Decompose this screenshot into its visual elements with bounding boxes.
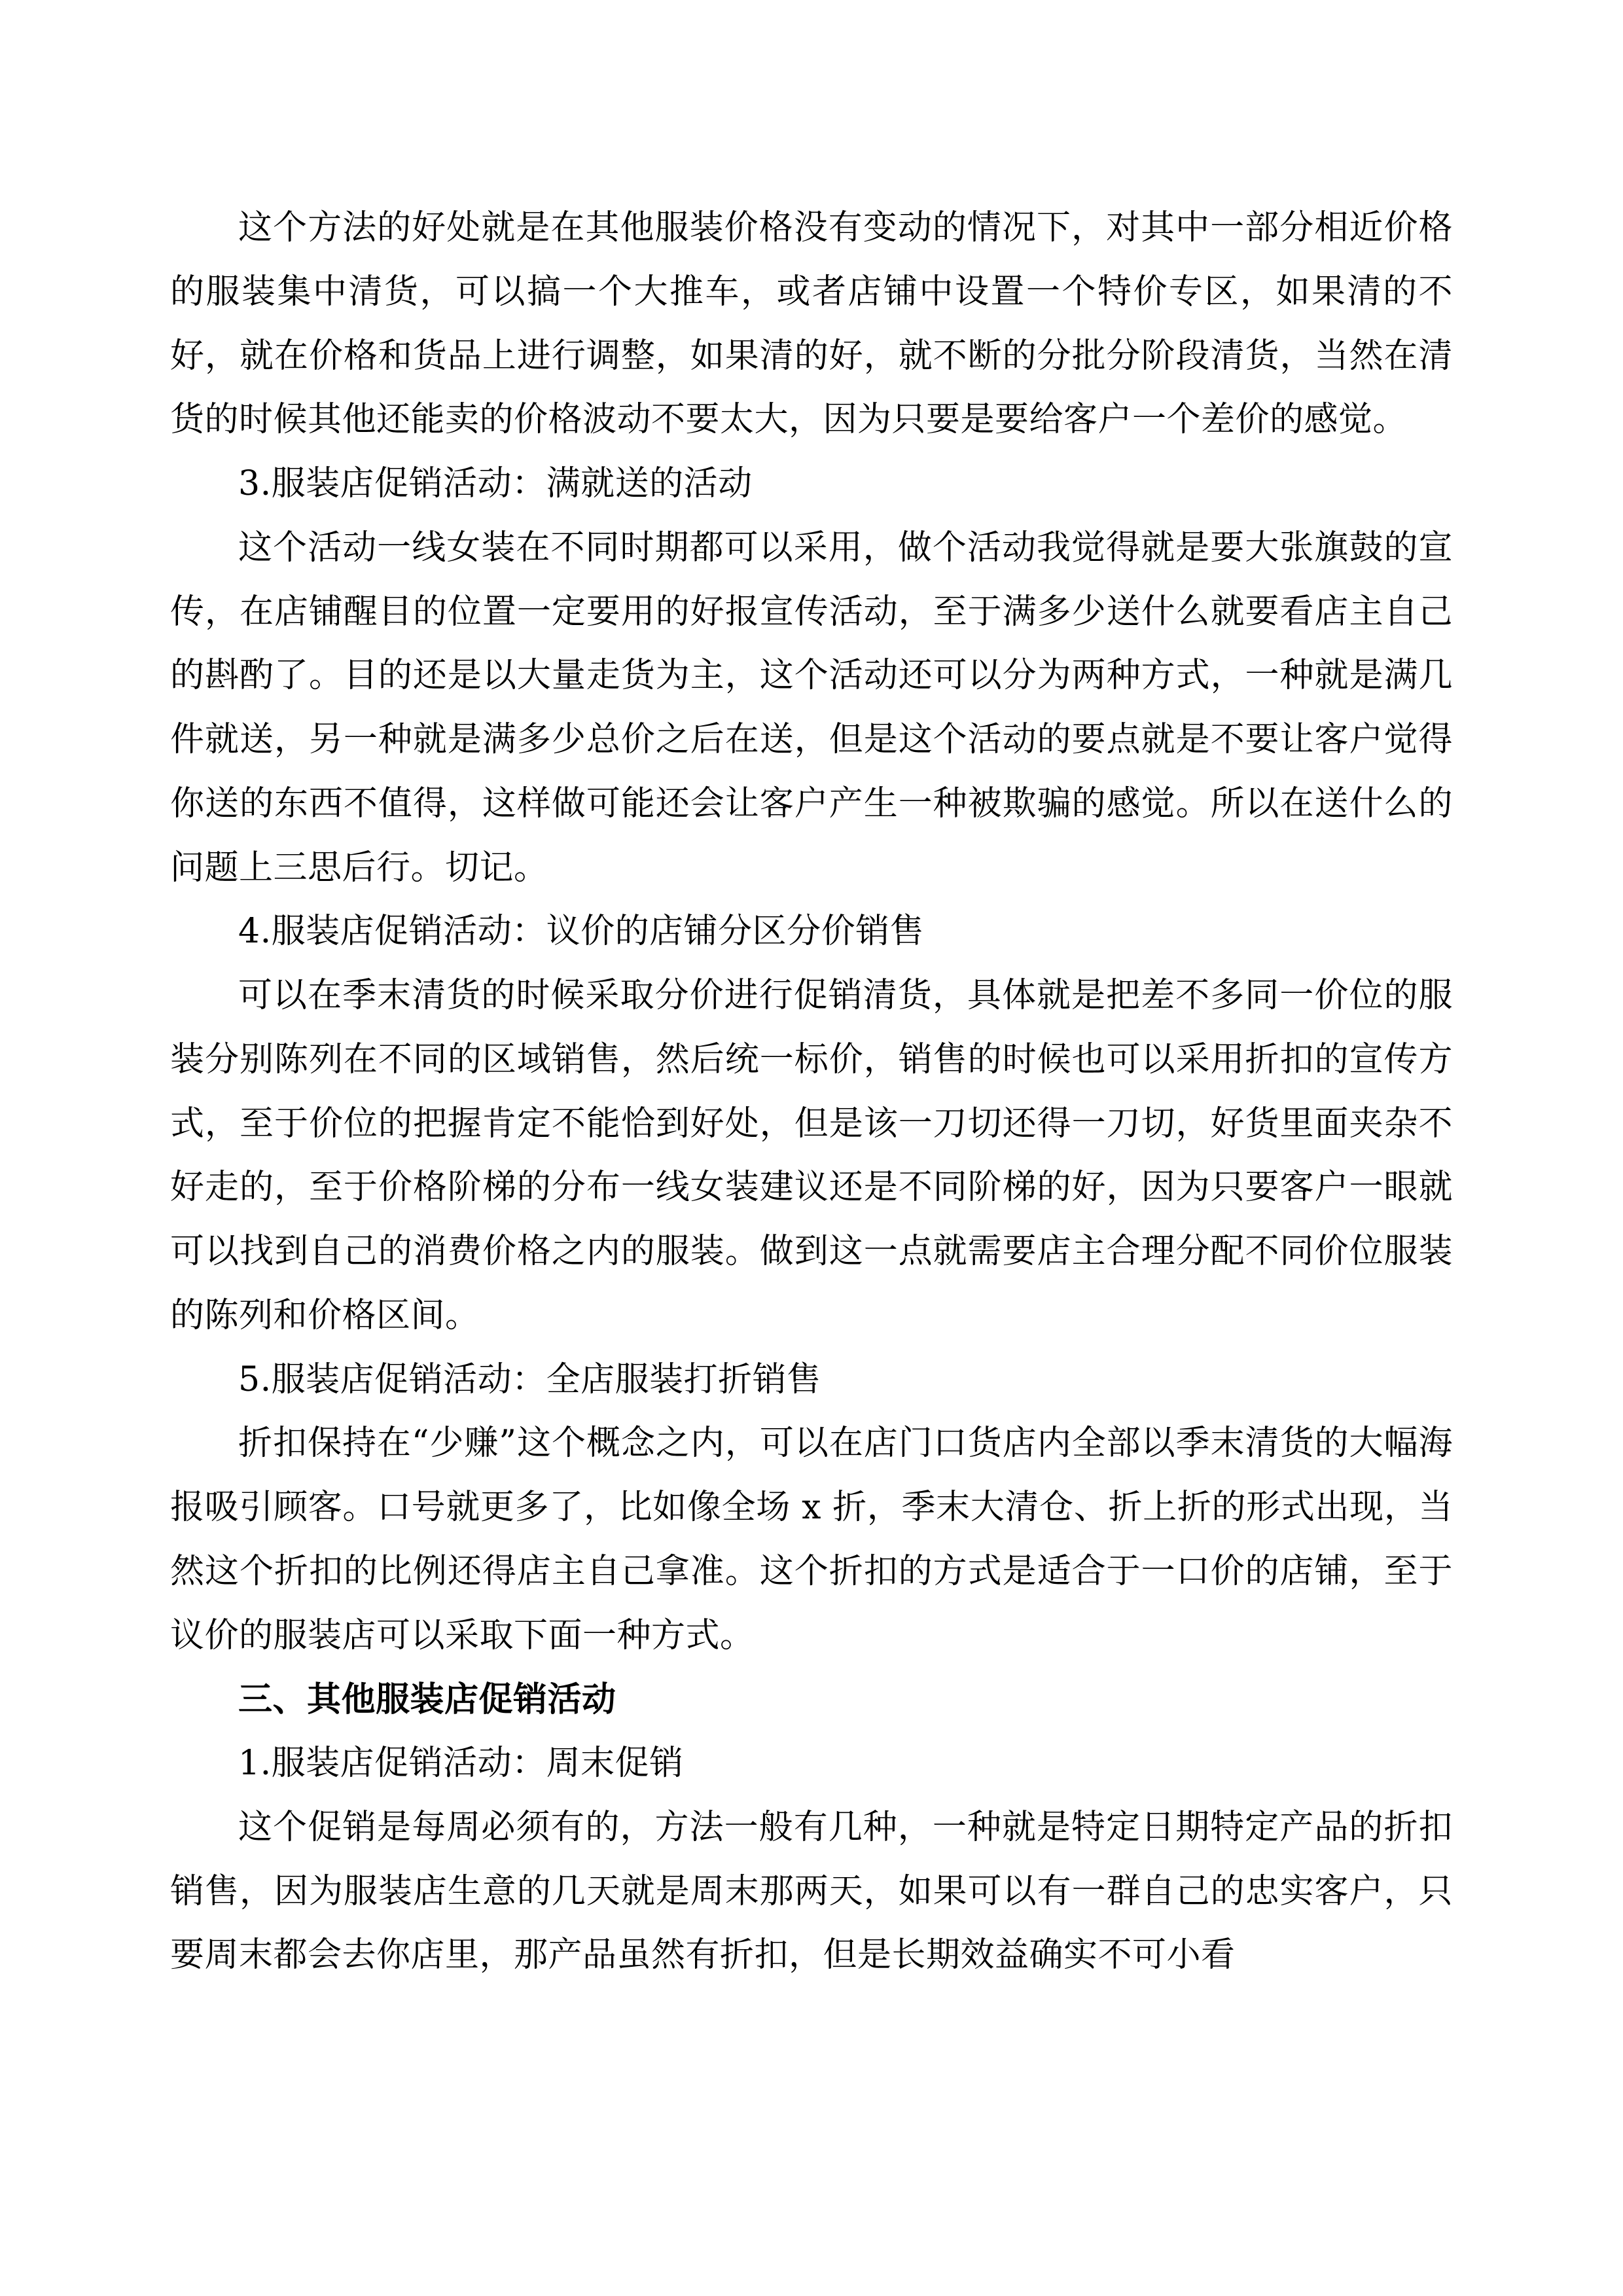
paragraph-promo-4: 可以在季末清货的时候采取分价进行促销清货，具体就是把差不多同一价位的服装分别陈列在不同的区域销售，然后统一标价，销售的时候也可以采用折扣的宣传方式，至于价位的把握肯定不能恰到好处，但是该一刀切还得一刀切，好货里面夹杂不好走的，至于价格阶梯的分布一线女装建议还是不同阶梯的好，因为只要客户一眼就可以找到自己的消费价格之内的服装。做到这一点就需要店主合理分配不同价位服装的陈列和价格区间。 <box>170 976 1453 1335</box>
paragraph-promo-5: 折扣保持在“少赚”这个概念之内，可以在店门口货店内全部以季末清货的大幅海报吸引顾客。口号就更多了，比如像全场 x 折，季末大清仓、折上折的形式出现，当然这个折扣的比例还得店主自己拿准。这个折扣的方式是适合于一口价的店铺，至于议价的服装店可以采取下面一种方式。 <box>170 1424 1453 1655</box>
heading-promo-3: 3.服装店促销活动：满就送的活动 <box>238 464 753 503</box>
paragraph-other-promo-1: 这个促销是每周必须有的，方法一般有几种，一种就是特定日期特定产品的折扣销售，因为服装店生意的几天就是周末那两天，如果可以有一群自己的忠实客户，只要周末都会去你店里，那产品虽然有折扣，但是长期效益确实不可小看 <box>170 1807 1453 1975</box>
paragraph-clearance-method: 这个方法的好处就是在其他服装价格没有变动的情况下，对其中一部分相近价格的服装集中清货，可以搞一个大推车，或者店铺中设置一个特价专区，如果清的不好，就在价格和货品上进行调整，如果清的好，就不断的分批分阶段清货，当然在清货的时候其他还能卖的价格波动不要太大，因为只要是要给客户一个差价的感觉。 <box>170 208 1453 440</box>
document-body <box>170 196 1453 1988</box>
heading-promo-5: 5.服装店促销活动：全店服装打折销售 <box>238 1359 821 1399</box>
paragraph-promo-3: 这个活动一线女装在不同时期都可以采用，做个活动我觉得就是要大张旗鼓的宣传，在店铺醒目的位置一定要用的好报宣传活动，至于满多少送什么就要看店主自己的斟酌了。目的还是以大量走货为主，这个活动还可以分为两种方式，一种就是满几件就送，另一种就是满多少总价之后在送，但是这个活动的要点就是不要让客户觉得你送的东西不值得，这样做可能还会让客户产生一种被欺骗的感觉。所以在送什么的问题上三思后行。切记。 <box>170 528 1453 888</box>
heading-promo-4: 4.服装店促销活动：议价的店铺分区分价销售 <box>238 912 925 952</box>
heading-other-promo-1: 1.服装店促销活动：周末促销 <box>238 1744 684 1783</box>
heading-section-three: 三、其他服装店促销活动 <box>238 1679 616 1720</box>
